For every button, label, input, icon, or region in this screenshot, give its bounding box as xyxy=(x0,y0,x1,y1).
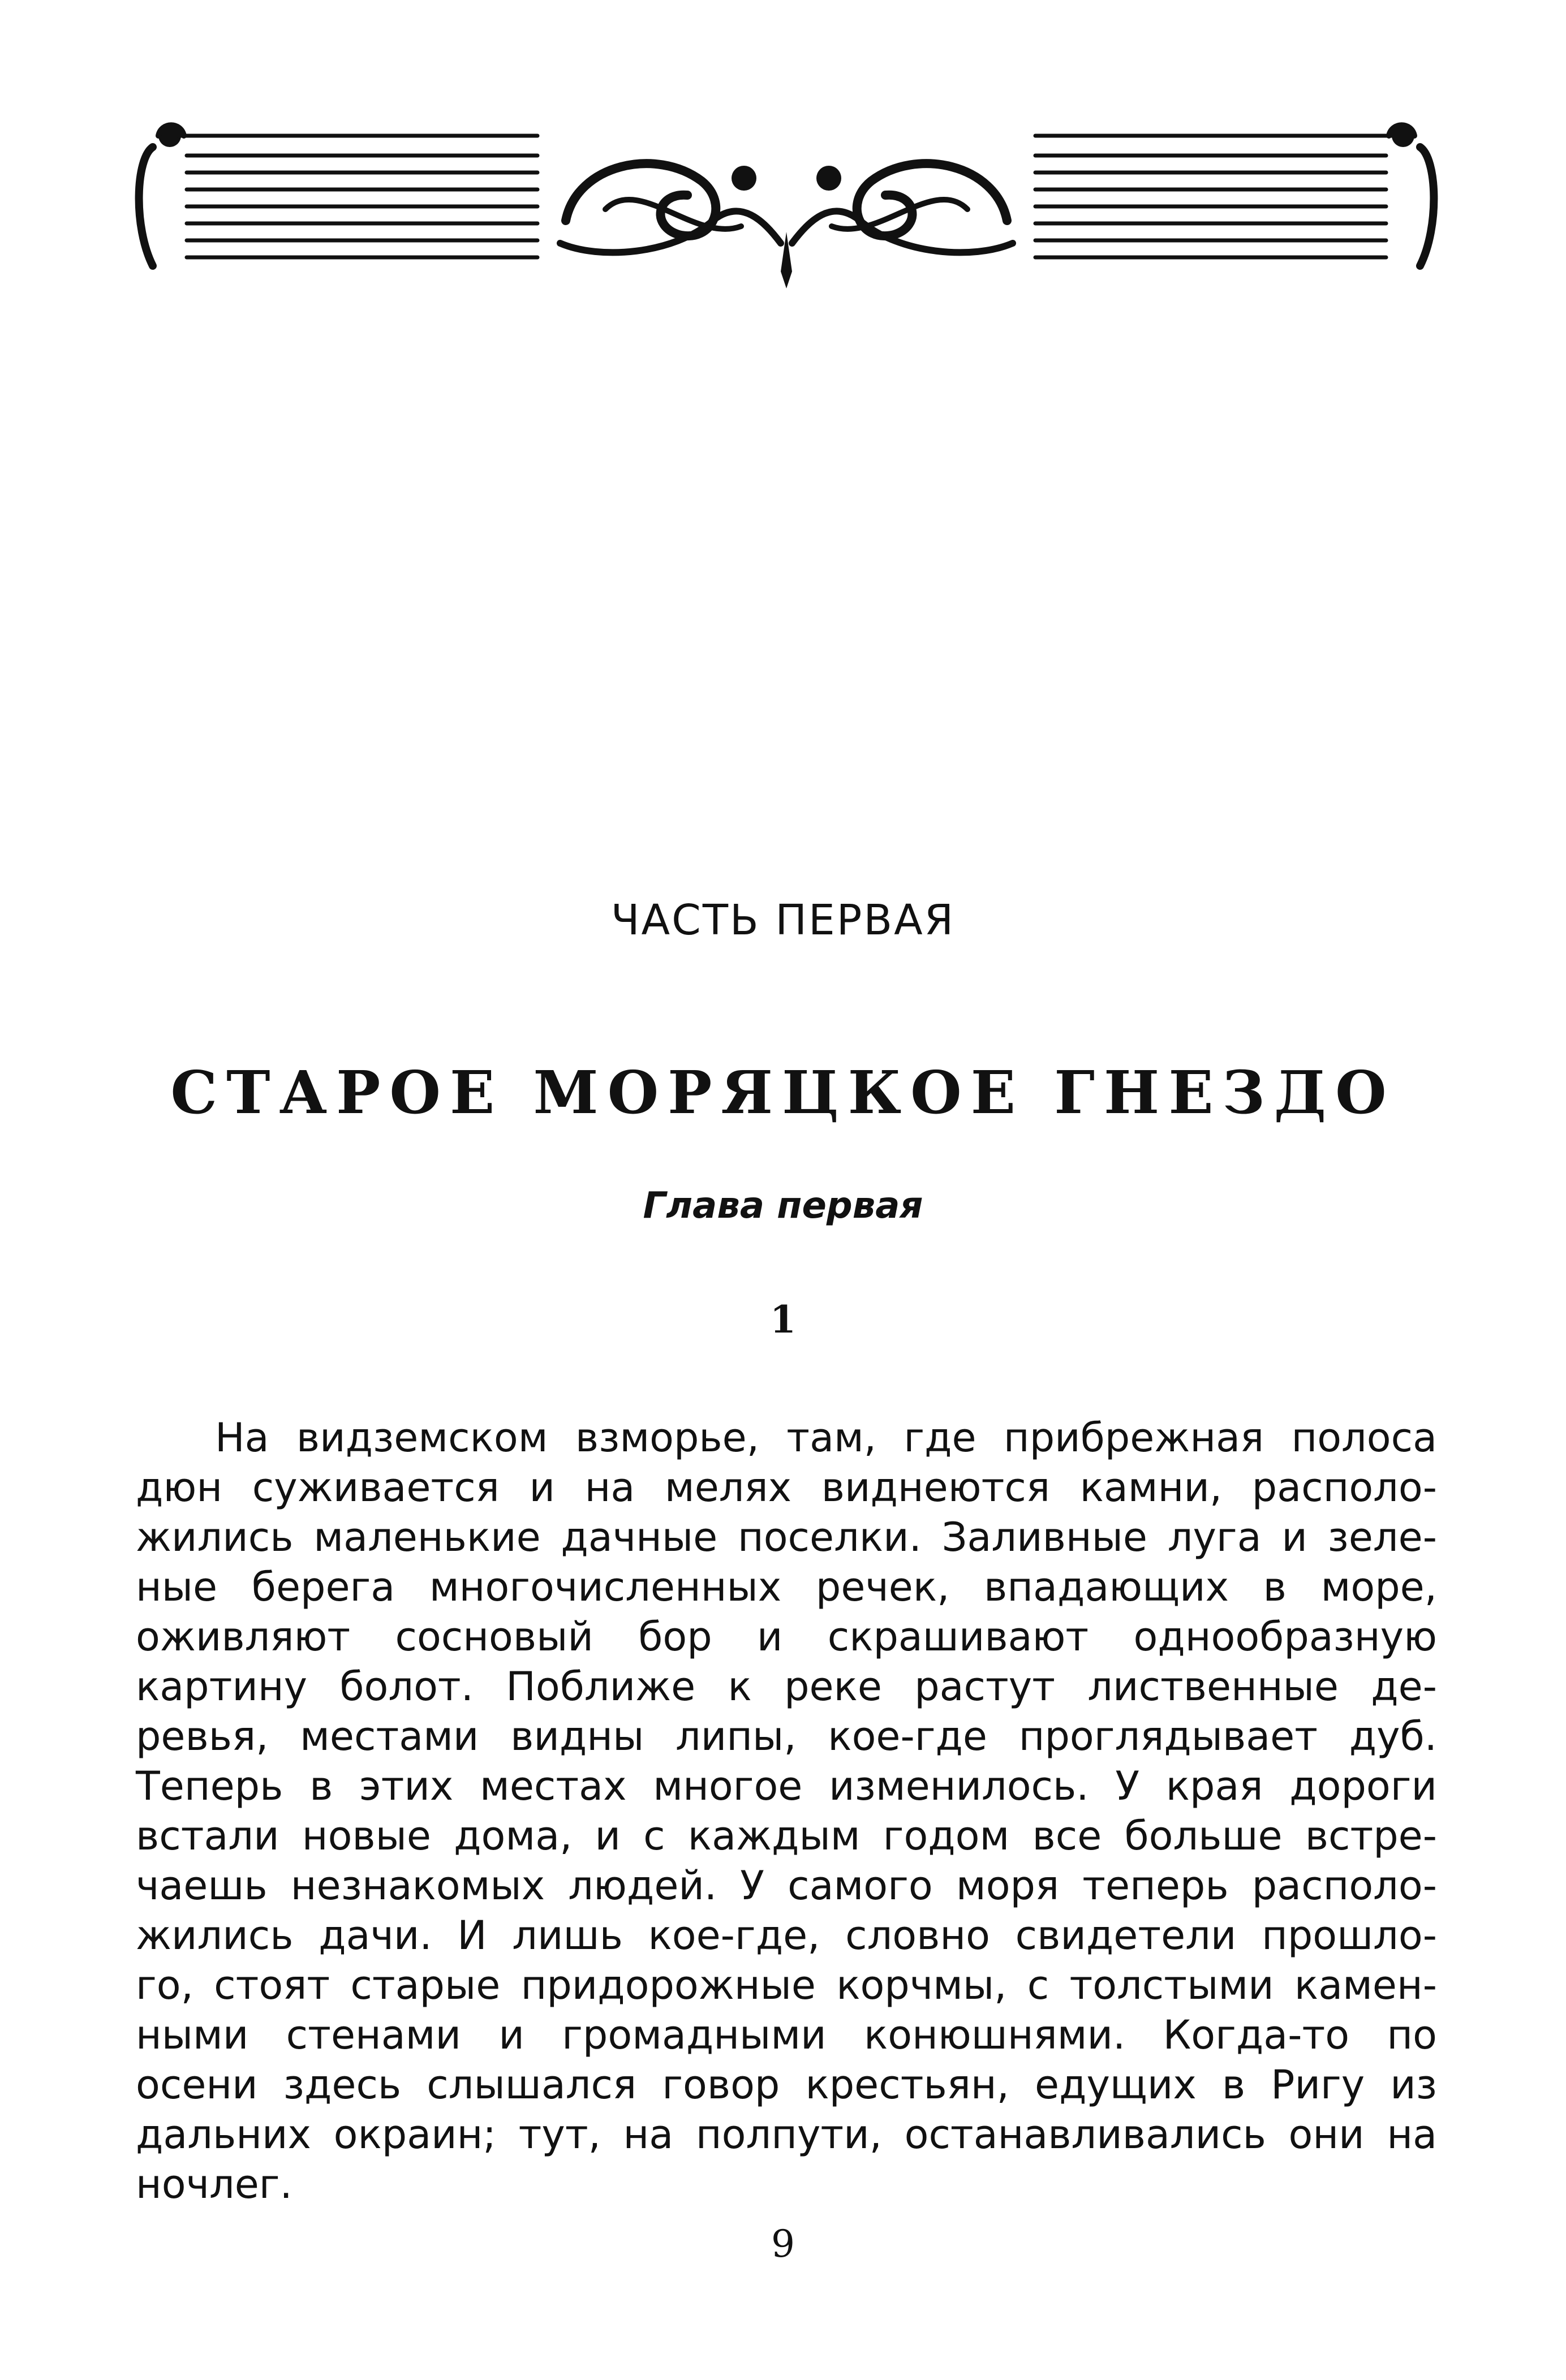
chapter-title: Глава первая xyxy=(643,1185,923,1227)
part-title: ЧАСТЬ ПЕРВАЯ xyxy=(610,896,956,945)
paragraph-line: жились маленькие дачные поселки. Заливные луга и зеле- xyxy=(136,1514,1437,1560)
paragraph-line: осени здесь слышался говор крестьян, едущих в Ригу из xyxy=(136,2062,1437,2108)
paragraph-line: дальних окраин; тут, на полпути, останавливались они на xyxy=(136,2111,1437,2158)
paragraph-line: го, стоят старые придорожные корчмы, с толстыми камен- xyxy=(136,1962,1437,2008)
paragraph-line: Теперь в этих местах многое изменилось. У края дороги xyxy=(136,1763,1437,1809)
ornamental-header xyxy=(130,113,1443,300)
page-number: 9 xyxy=(771,2222,795,2266)
book-title: СТАРОЕ МОРЯЦКОЕ ГНЕЗДО xyxy=(170,1058,1396,1127)
paragraph-line: встали новые дома, и с каждым годом все больше встре- xyxy=(136,1813,1437,1859)
paragraph-line: ные берега многочисленных речек, впадающих в море, xyxy=(136,1564,1437,1610)
paragraph-line: чаешь незнакомых людей. У самого моря теперь располо- xyxy=(136,1862,1437,1909)
section-number: 1 xyxy=(770,1297,796,1342)
paragraph-line: ночлег. xyxy=(136,2161,292,2207)
paragraph-line: На видземском взморье, там, где прибрежная полоса xyxy=(215,1415,1437,1461)
paragraph-line: жились дачи. И лишь кое-где, словно свидетели прошло- xyxy=(136,1912,1437,1959)
paragraph-line: ными стенами и громадными конюшнями. Когда-то по xyxy=(136,2012,1437,2058)
paragraph-line: картину болот. Поближе к реке растут лиственные де- xyxy=(136,1663,1437,1710)
body-paragraph xyxy=(136,1413,1437,2209)
paragraph-line: оживляют сосновый бор и скрашивают однообразную xyxy=(136,1614,1437,1660)
paragraph-line: дюн суживается и на мелях виднеются камни, располо- xyxy=(136,1464,1437,1511)
paragraph-line: ревья, местами видны липы, кое-где проглядывает дуб. xyxy=(136,1713,1437,1760)
